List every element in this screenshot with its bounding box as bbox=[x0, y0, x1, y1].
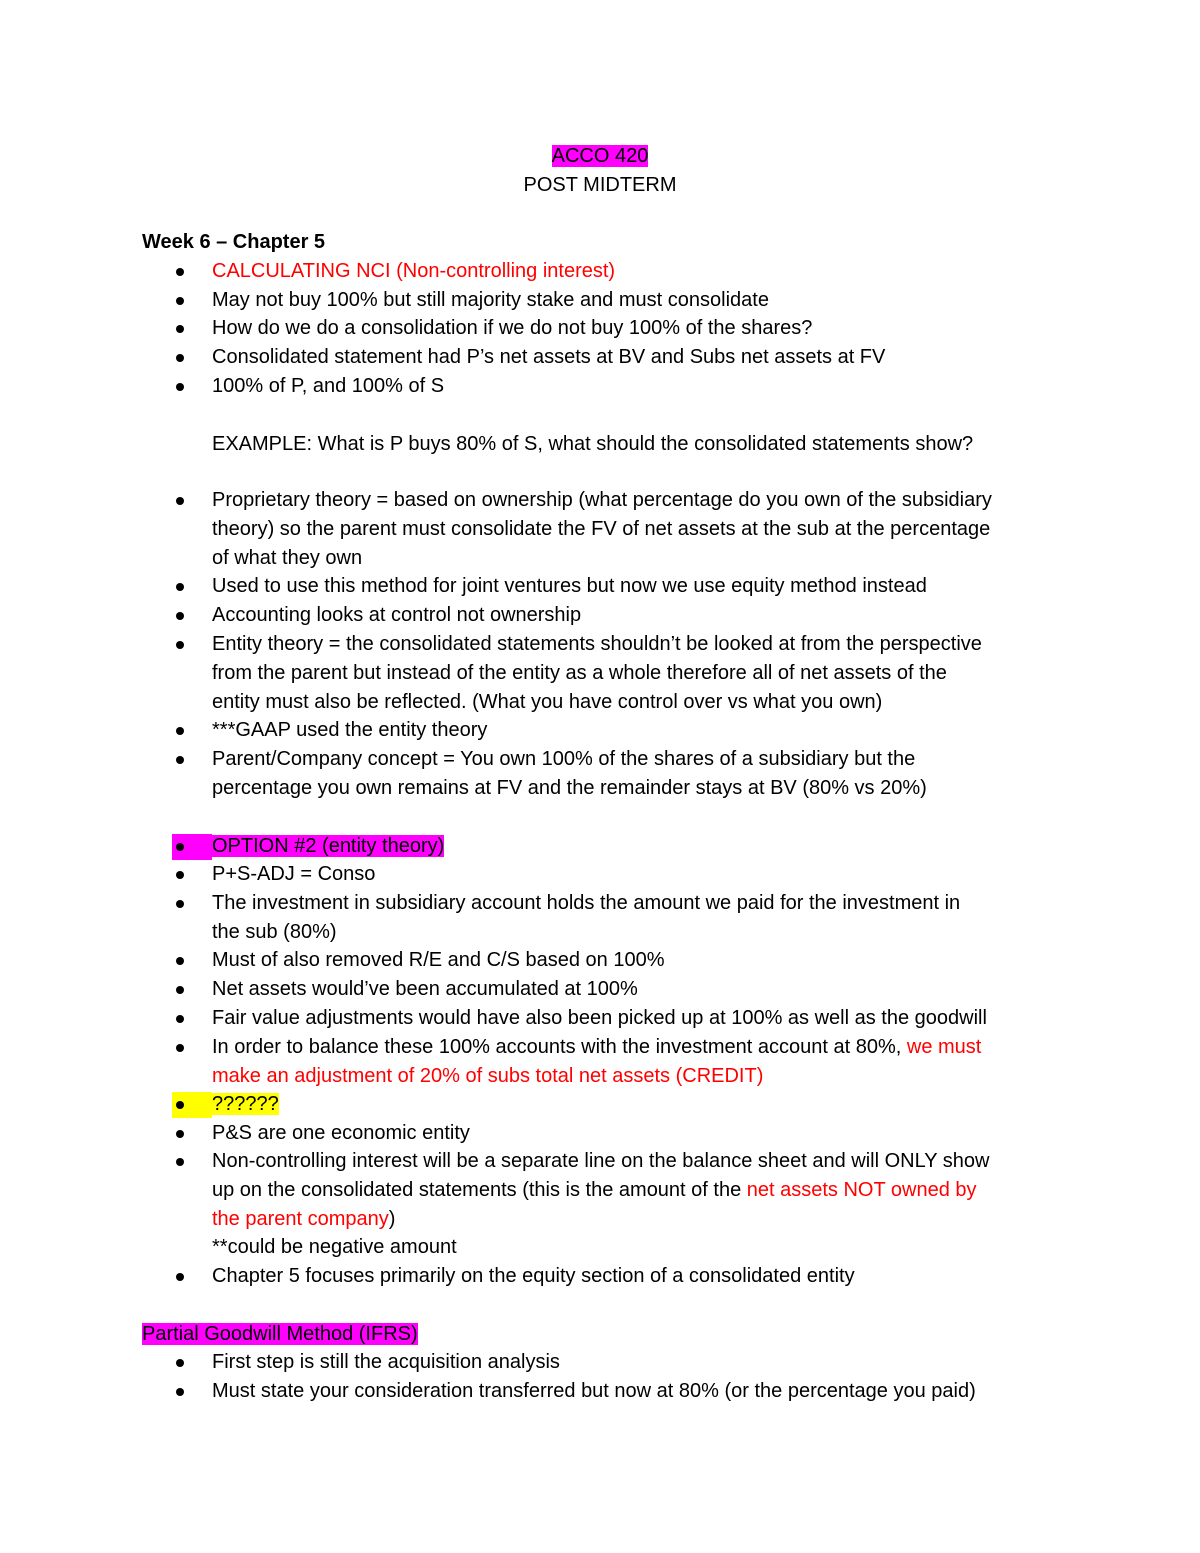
list-item: Fair value adjustments would have also been picked up at 100% as well as the goodwill bbox=[212, 1007, 987, 1029]
bullet-icon bbox=[176, 1388, 184, 1396]
bullet-icon bbox=[176, 354, 184, 362]
bullet-icon bbox=[176, 497, 184, 505]
list-item-continuation: theory) so the parent must consolidate the FV of net assets at the sub at the percentage bbox=[212, 518, 991, 540]
course-code: ACCO 420 bbox=[551, 145, 649, 167]
list-item: How do we do a consolidation if we do not buy 100% of the shares? bbox=[212, 317, 813, 339]
list-item: 100% of P, and 100% of S bbox=[212, 375, 445, 397]
list-item-continuation: entity must also be reflected. (What you have control over vs what you own) bbox=[212, 691, 883, 713]
highlighted-heading: Partial Goodwill Method (IFRS) bbox=[142, 1323, 418, 1345]
highlighted-question: ?????? bbox=[212, 1093, 279, 1115]
bullet-icon bbox=[176, 1015, 184, 1023]
example-text: EXAMPLE: What is P buys 80% of S, what should the consolidated statements show? bbox=[212, 433, 974, 455]
list-item-continuation: **could be negative amount bbox=[212, 1236, 457, 1258]
course-title bbox=[0, 142, 1200, 171]
bullet-icon bbox=[176, 641, 184, 649]
list-item-text: ) bbox=[388, 1208, 396, 1230]
section-heading-week6: Week 6 – Chapter 5 bbox=[142, 231, 326, 253]
list-item-text: up on the consolidated statements (this is the amount of the bbox=[212, 1179, 747, 1201]
list-item: Chapter 5 focuses primarily on the equity section of a consolidated entity bbox=[212, 1265, 855, 1287]
document-subtitle: POST MIDTERM bbox=[523, 174, 677, 196]
list-item-continuation: from the parent but instead of the entity as a whole therefore all of net assets of the bbox=[212, 662, 947, 684]
list-item: Entity theory = the consolidated statements shouldn’t be looked at from the perspective bbox=[212, 633, 982, 655]
highlighted-option: OPTION #2 (entity theory) bbox=[212, 835, 445, 857]
list-item-continuation: make an adjustment of 20% of subs total net assets (CREDIT) bbox=[212, 1065, 764, 1087]
bullet-icon bbox=[176, 843, 184, 851]
list-item-continuation bbox=[212, 1205, 395, 1234]
bullet-icon bbox=[176, 900, 184, 908]
list-item: Must state your consideration transferred but now at 80% (or the percentage you paid) bbox=[212, 1380, 976, 1402]
list-item: Parent/Company concept = You own 100% of the shares of a subsidiary but the bbox=[212, 748, 916, 770]
emphasis-text: we must bbox=[906, 1036, 982, 1058]
list-item bbox=[212, 832, 444, 861]
bullet-icon bbox=[176, 1359, 184, 1367]
bullet-icon bbox=[176, 583, 184, 591]
bullet-icon bbox=[176, 1130, 184, 1138]
list-item bbox=[212, 1090, 279, 1119]
emphasis-text: the parent company bbox=[212, 1208, 389, 1230]
bullet-icon bbox=[176, 986, 184, 994]
list-item: Net assets would’ve been accumulated at 100% bbox=[212, 978, 638, 1000]
list-item: ***GAAP used the entity theory bbox=[212, 719, 488, 741]
bullet-icon bbox=[176, 1273, 184, 1281]
bullet-icon bbox=[176, 871, 184, 879]
bullet-icon bbox=[176, 727, 184, 735]
list-item: May not buy 100% but still majority stake and must consolidate bbox=[212, 289, 769, 311]
list-item: Proprietary theory = based on ownership (what percentage do you own of the subsidiary bbox=[212, 489, 992, 511]
list-item: Consolidated statement had P’s net assets at BV and Subs net assets at FV bbox=[212, 346, 886, 368]
list-item: First step is still the acquisition analysis bbox=[212, 1351, 560, 1373]
bullet-icon bbox=[176, 383, 184, 391]
bullet-icon bbox=[176, 957, 184, 965]
bullet-icon bbox=[176, 1101, 184, 1109]
list-item: P+S-ADJ = Conso bbox=[212, 863, 376, 885]
bullet-icon bbox=[176, 612, 184, 620]
list-item: Accounting looks at control not ownership bbox=[212, 604, 582, 626]
bullet-icon bbox=[176, 325, 184, 333]
list-item: CALCULATING NCI (Non-controlling interest) bbox=[212, 260, 616, 282]
list-item: Must of also removed R/E and C/S based on 100% bbox=[212, 949, 665, 971]
list-item: Non-controlling interest will be a separate line on the balance sheet and will ONLY show bbox=[212, 1150, 990, 1172]
list-item-text: In order to balance these 100% accounts with the investment account at 80%, bbox=[212, 1036, 907, 1058]
bullet-icon bbox=[176, 1158, 184, 1166]
list-item: P&S are one economic entity bbox=[212, 1122, 470, 1144]
list-item: The investment in subsidiary account holds the amount we paid for the investment in bbox=[212, 892, 961, 914]
list-item: Used to use this method for joint ventures but now we use equity method instead bbox=[212, 575, 927, 597]
list-item-continuation: percentage you own remains at FV and the remainder stays at BV (80% vs 20%) bbox=[212, 777, 927, 799]
bullet-icon bbox=[176, 756, 184, 764]
bullet-icon bbox=[176, 268, 184, 276]
bullet-icon bbox=[176, 1044, 184, 1052]
list-item bbox=[212, 1033, 981, 1062]
list-item-continuation bbox=[212, 1176, 977, 1205]
bullet-icon bbox=[176, 297, 184, 305]
list-item-continuation: of what they own bbox=[212, 547, 363, 569]
emphasis-text: net assets NOT owned by bbox=[746, 1179, 977, 1201]
list-item-continuation: the sub (80%) bbox=[212, 921, 337, 943]
section-heading-partial-goodwill bbox=[142, 1320, 418, 1349]
